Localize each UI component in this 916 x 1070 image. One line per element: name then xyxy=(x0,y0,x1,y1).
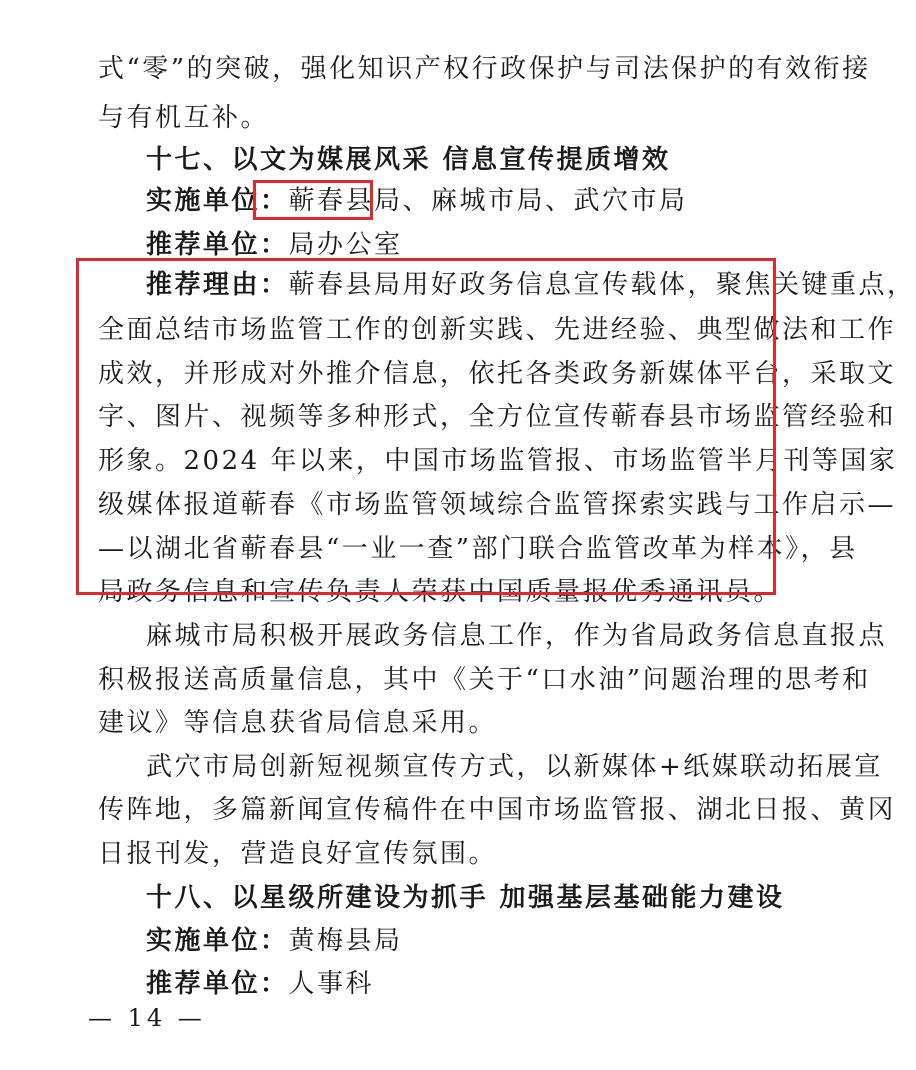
reason-line: 全面总结市场监管工作的创新实践、先进经验、典型做法和工作 xyxy=(98,315,897,345)
reason-line: 局政务信息和宣传负责人荣获中国质量报优秀通讯员。 xyxy=(98,577,783,607)
section-18-implement-unit xyxy=(146,924,403,958)
reason-line: 级媒体报道蕲春《市场监管领域综合监管探索实践与工作启示— xyxy=(98,490,897,520)
section-18-title: 十八、以星级所建设为抓手 加强基层基础能力建设 xyxy=(146,883,785,913)
implement-value: 黄梅县局 xyxy=(288,926,403,956)
reason-line: —以湖北省蕲春县“一业一查”部门联合监管改革为样本》，县 xyxy=(98,534,858,564)
macheng-line: 积极报送高质量信息，其中《关于“口水油”问题治理的思考和 xyxy=(98,665,871,695)
implement-rest-value: 麻城市局、武穴市局 xyxy=(431,186,688,216)
recommend-label: 推荐单位： xyxy=(146,230,289,260)
recommend-value: 局办公室 xyxy=(288,230,403,260)
highlight-box-implement-unit xyxy=(253,180,373,220)
section-18-recommend-unit xyxy=(146,967,374,1001)
body-line: 式“零”的突破，强化知识产权行政保护与司法保护的有效衔接 xyxy=(98,54,871,84)
reason-line: 字、图片、视频等多种形式，全方位宣传蕲春县市场监管经验和 xyxy=(98,402,897,432)
macheng-line: 麻城市局积极开展政务信息工作，作为省局政务信息直报点 xyxy=(146,621,888,651)
recommend-label: 推荐单位： xyxy=(146,969,289,999)
wuxue-line: 传阵地，多篇新闻宣传稿件在中国市场监管报、湖北日报、黄冈 xyxy=(98,795,897,825)
implement-label: 实施单位： xyxy=(146,926,289,956)
recommend-value: 人事科 xyxy=(288,969,375,999)
reason-text: 蕲春县局用好政务信息宣传载体，聚焦关键重点， xyxy=(288,270,916,300)
body-line: 与有机互补。 xyxy=(98,103,270,133)
section-17-implement-unit xyxy=(146,184,688,218)
page-number: — 14 — xyxy=(88,1004,206,1032)
implement-label: 实施单位： xyxy=(146,186,289,216)
macheng-line: 建议》等信息获省局信息采用。 xyxy=(98,708,498,738)
wuxue-line: 日报刊发，营造良好宣传氛围。 xyxy=(98,839,498,869)
reason-line: 形象。2024 年以来，中国市场监管报、市场监管半月刊等国家 xyxy=(98,446,898,476)
reason-line: 成效，并形成对外推介信息，依托各类政务新媒体平台，采取文 xyxy=(98,359,897,389)
section-17-title: 十七、以文为媒展风采 信息宣传提质增效 xyxy=(146,145,671,175)
section-17-recommend-unit xyxy=(146,228,403,262)
wuxue-line: 武穴市局创新短视频宣传方式，以新媒体+纸媒联动拓展宣 xyxy=(146,752,883,782)
reason-label: 推荐理由： xyxy=(146,270,289,300)
implement-highlight-value: 蕲春县局、 xyxy=(288,186,432,216)
highlight-box-reason xyxy=(76,258,776,595)
